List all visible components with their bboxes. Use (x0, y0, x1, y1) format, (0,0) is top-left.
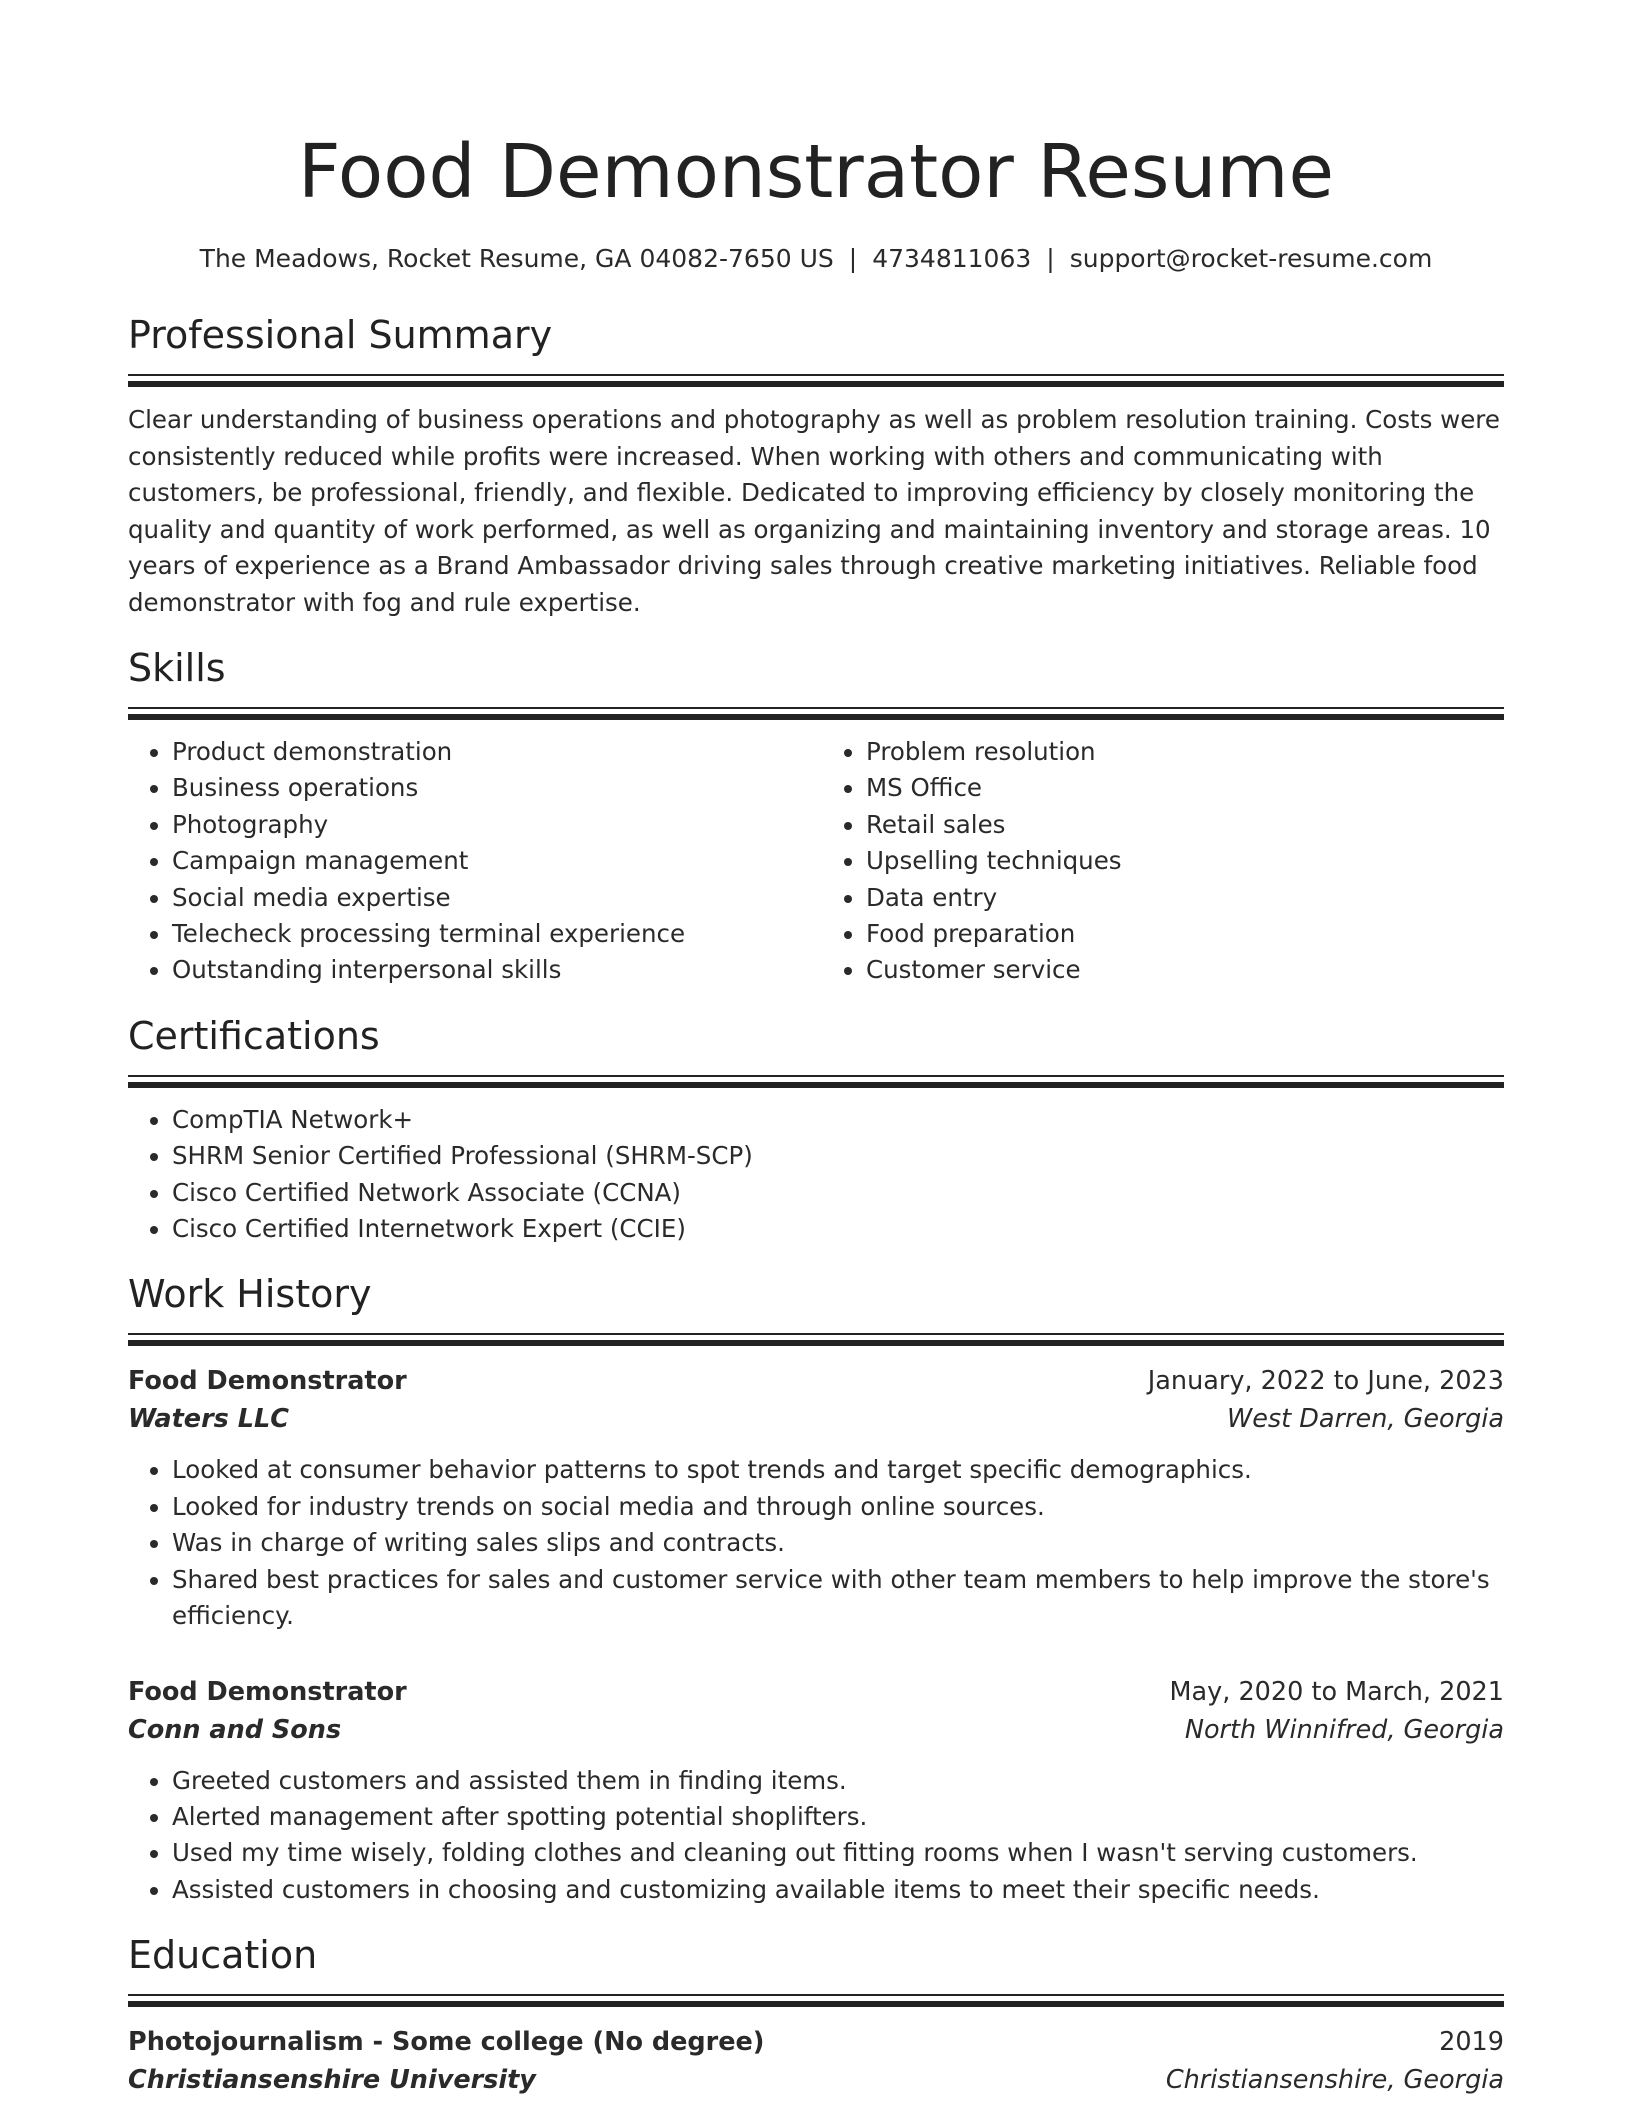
job-subheader (128, 1711, 1504, 1749)
list-item: • Used my time wisely, folding clothes and cleaning out fitting rooms when I wasn't serving customers. (172, 1835, 1504, 1871)
list-item: • Customer service (866, 952, 1504, 988)
list-item: • Shared best practices for sales and customer service with other team members to help improve the store's efficiency. (172, 1562, 1504, 1635)
job-title: Food Demonstrator (128, 1366, 407, 1397)
list-item: • Retail sales (866, 807, 1504, 843)
page-title: Food Demonstrator Resume (298, 129, 1334, 215)
skills-list-left (128, 734, 816, 989)
list-item: • Problem resolution (866, 734, 1504, 770)
education-location: Christiansenshire, Georgia (1165, 2065, 1504, 2096)
list-item: • Greeted customers and assisted them in finding items. (172, 1763, 1504, 1799)
education-entry (128, 2023, 1504, 2099)
education-header (128, 2023, 1504, 2061)
section-divider (128, 1994, 1504, 2007)
job-header (128, 1362, 1504, 1400)
list-item: • Looked for industry trends on social media and through online sources. (172, 1489, 1504, 1525)
section-heading-skills: Skills (128, 646, 226, 690)
list-item: • Food preparation (866, 916, 1504, 952)
education-school: Christiansenshire University (128, 2065, 536, 2096)
list-item: • Data entry (866, 880, 1504, 916)
skills-columns (128, 720, 1504, 989)
job-location: West Darren, Georgia (1226, 1404, 1504, 1435)
contact-separator: | (1046, 244, 1055, 273)
list-item: • Product demonstration (172, 734, 816, 770)
contact-separator: | (848, 244, 858, 273)
section-divider (128, 1075, 1504, 1088)
education-year: 2019 (1439, 2027, 1504, 2058)
job-title: Food Demonstrator (128, 1676, 407, 1707)
list-item: • Campaign management (172, 843, 816, 879)
section-heading-summary: Professional Summary (128, 313, 553, 357)
skills-list-right (816, 734, 1504, 989)
list-item: • Cisco Certified Network Associate (CCNA) (172, 1175, 1504, 1211)
work-history-section (128, 1269, 1504, 1908)
job-bullets (128, 1763, 1504, 1909)
job-dates: May, 2020 to March, 2021 (1169, 1676, 1504, 1707)
list-item: • Assisted customers in choosing and customizing available items to meet their specific needs. (172, 1872, 1504, 1908)
job-company: Conn and Sons (128, 1714, 342, 1745)
list-item: • CompTIA Network+ (172, 1102, 1504, 1138)
list-item: • Outstanding interpersonal skills (172, 952, 816, 988)
list-item: • Looked at consumer behavior patterns to spot trends and target specific demographics. (172, 1452, 1504, 1488)
summary-text: Clear understanding of business operations and photography as well as problem resolution training. Costs were consistently reduced while profits were increased. When working with others and communicating with customers, be professional, friendly, and flexible. Dedicated to improving efficiency by closely monitoring the quality and quantity of work performed, as well as organizing and maintaining inventory and storage areas. 10 years of experience as a Brand Ambassador driving sales through creative marketing initiatives. Reliable food demonstrator with fog and rule expertise. (128, 405, 1500, 617)
contact-phone: 4734811063 (872, 244, 1032, 273)
job-bullets (128, 1452, 1504, 1634)
education-degree: Photojournalism - Some college (No degree) (128, 2027, 765, 2058)
contact-email: support@rocket-resume.com (1069, 244, 1433, 273)
job-location: North Winnifred, Georgia (1184, 1714, 1504, 1745)
section-heading-certifications: Certifications (128, 1013, 380, 1058)
education-section (128, 1930, 1504, 2099)
summary-section (128, 310, 1504, 621)
section-heading-education: Education (128, 1933, 318, 1978)
list-item: • Cisco Certified Internetwork Expert (CCIE) (172, 1211, 1504, 1247)
list-item: • Photography (172, 807, 816, 843)
list-item: • Telecheck processing terminal experience (172, 916, 816, 952)
section-heading-work: Work History (128, 1272, 372, 1317)
section-divider (128, 707, 1504, 720)
skills-section (128, 643, 1504, 989)
job-entry (128, 1673, 1504, 1909)
list-item: • MS Office (866, 770, 1504, 806)
section-divider (128, 1333, 1504, 1346)
section-divider (128, 374, 1504, 387)
job-company: Waters LLC (128, 1404, 289, 1435)
job-subheader (128, 1400, 1504, 1438)
list-item: • SHRM Senior Certified Professional (SHRM-SCP) (172, 1138, 1504, 1174)
job-dates: January, 2022 to June, 2023 (1147, 1366, 1504, 1397)
list-item: • Was in charge of writing sales slips and contracts. (172, 1525, 1504, 1561)
list-item: • Upselling techniques (866, 843, 1504, 879)
education-subheader (128, 2061, 1504, 2099)
certifications-section (128, 1011, 1504, 1248)
list-item: • Business operations (172, 770, 816, 806)
contact-line (128, 242, 1504, 276)
list-item: • Alerted management after spotting potential shoplifters. (172, 1799, 1504, 1835)
job-header (128, 1673, 1504, 1711)
job-entry (128, 1362, 1504, 1634)
list-item: • Social media expertise (172, 880, 816, 916)
certifications-list (128, 1102, 1504, 1248)
contact-address: The Meadows, Rocket Resume, GA 04082-7650 US (199, 244, 834, 273)
